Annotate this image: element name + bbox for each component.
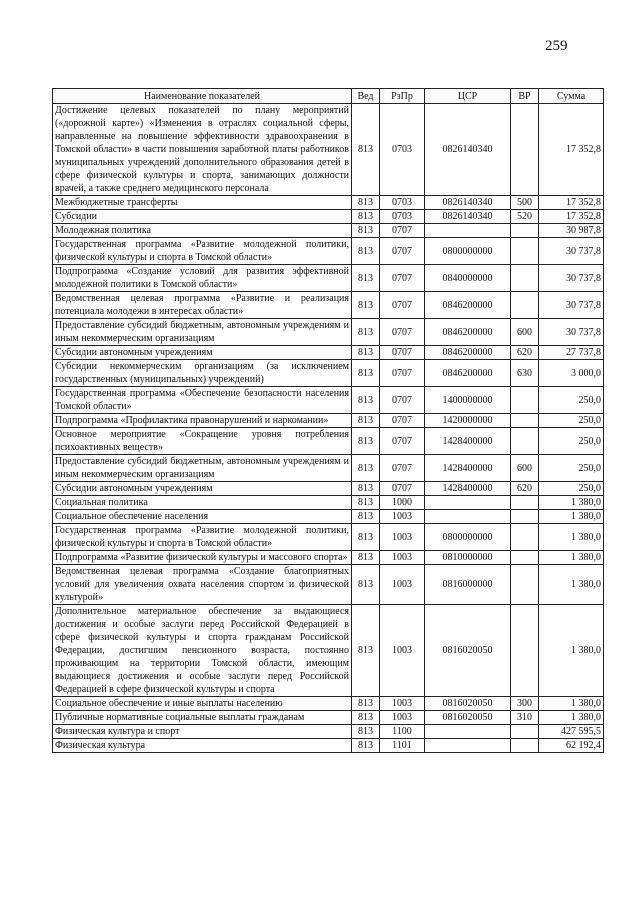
table-row — [53, 360, 604, 387]
row-rzpr-cell: 0707 — [380, 224, 425, 238]
row-ved-cell: 813 — [352, 414, 380, 428]
row-vr-cell — [511, 496, 539, 510]
row-sum-cell: 1 380,0 — [539, 711, 604, 725]
row-csr-cell: 0800000000 — [425, 238, 511, 265]
row-name-cell: Социальная политика — [53, 496, 352, 510]
row-vr-cell: 630 — [511, 360, 539, 387]
table-row — [53, 482, 604, 496]
row-name-cell: Физическая культура и спорт — [53, 725, 352, 739]
row-vr-cell — [511, 605, 539, 697]
table-row — [53, 455, 604, 482]
row-rzpr-cell: 1000 — [380, 496, 425, 510]
row-ved-cell: 813 — [352, 387, 380, 414]
table-row — [53, 605, 604, 697]
row-sum-cell: 250,0 — [539, 387, 604, 414]
row-csr-cell: 0816020050 — [425, 711, 511, 725]
row-csr-cell: 0826140340 — [425, 210, 511, 224]
row-vr-cell: 600 — [511, 319, 539, 346]
row-name-cell: Предоставление субсидий бюджетным, автономным учреждениям и иным некоммерческим организациям — [53, 319, 352, 346]
row-ved-cell: 813 — [352, 196, 380, 210]
budget-table — [52, 88, 604, 753]
row-name-cell: Межбюджетные трансферты — [53, 196, 352, 210]
row-sum-cell: 250,0 — [539, 455, 604, 482]
row-csr-cell: 0816000000 — [425, 565, 511, 605]
table-row — [53, 292, 604, 319]
row-rzpr-cell: 0707 — [380, 346, 425, 360]
row-sum-cell: 30 737,8 — [539, 265, 604, 292]
row-vr-cell: 620 — [511, 346, 539, 360]
row-ved-cell: 813 — [352, 292, 380, 319]
row-ved-cell: 813 — [352, 739, 380, 753]
row-csr-cell: 1400000000 — [425, 387, 511, 414]
table-row — [53, 428, 604, 455]
row-vr-cell — [511, 224, 539, 238]
row-vr-cell — [511, 387, 539, 414]
row-vr-cell: 600 — [511, 455, 539, 482]
row-rzpr-cell: 0707 — [380, 360, 425, 387]
row-rzpr-cell: 0707 — [380, 319, 425, 346]
table-row — [53, 196, 604, 210]
row-sum-cell: 27 737,8 — [539, 346, 604, 360]
row-ved-cell: 813 — [352, 565, 380, 605]
row-sum-cell: 1 380,0 — [539, 565, 604, 605]
table-row — [53, 224, 604, 238]
row-csr-cell — [425, 725, 511, 739]
row-ved-cell: 813 — [352, 224, 380, 238]
table-row — [53, 319, 604, 346]
row-name-cell: Социальное обеспечение и иные выплаты населению — [53, 697, 352, 711]
table-row — [53, 711, 604, 725]
row-rzpr-cell: 0707 — [380, 482, 425, 496]
row-vr-cell — [511, 265, 539, 292]
row-vr-cell: 620 — [511, 482, 539, 496]
row-csr-cell: 0826140340 — [425, 104, 511, 196]
row-csr-cell — [425, 496, 511, 510]
row-name-cell: Подпрограмма «Создание условий для развития эффективной молодежной политики в Томской области» — [53, 265, 352, 292]
row-name-cell: Молодежная политика — [53, 224, 352, 238]
table-header-row — [53, 89, 604, 104]
row-csr-cell: 0840000000 — [425, 265, 511, 292]
row-sum-cell: 17 352,8 — [539, 210, 604, 224]
row-ved-cell: 813 — [352, 360, 380, 387]
row-ved-cell: 813 — [352, 210, 380, 224]
row-sum-cell: 30 737,8 — [539, 319, 604, 346]
table-row — [53, 346, 604, 360]
row-csr-cell: 0846200000 — [425, 319, 511, 346]
row-name-cell: Государственная программа «Развитие молодежной политики, физической культуры и спорта в Томской области» — [53, 524, 352, 551]
row-name-cell: Публичные нормативные социальные выплаты гражданам — [53, 711, 352, 725]
row-ved-cell: 813 — [352, 697, 380, 711]
row-name-cell: Предоставление субсидий бюджетным, автономным учреждениям и иным некоммерческим организациям — [53, 455, 352, 482]
table-row — [53, 265, 604, 292]
row-rzpr-cell: 0703 — [380, 104, 425, 196]
row-csr-cell: 0816020050 — [425, 697, 511, 711]
row-ved-cell: 813 — [352, 346, 380, 360]
table-row — [53, 524, 604, 551]
row-rzpr-cell: 0707 — [380, 292, 425, 319]
row-sum-cell: 30 737,8 — [539, 292, 604, 319]
row-ved-cell: 813 — [352, 711, 380, 725]
row-vr-cell — [511, 510, 539, 524]
row-name-cell: Субсидии — [53, 210, 352, 224]
row-rzpr-cell: 1003 — [380, 697, 425, 711]
row-ved-cell: 813 — [352, 524, 380, 551]
row-csr-cell: 0800000000 — [425, 524, 511, 551]
row-rzpr-cell: 0707 — [380, 387, 425, 414]
row-csr-cell: 1420000000 — [425, 414, 511, 428]
row-vr-cell — [511, 238, 539, 265]
row-rzpr-cell: 1003 — [380, 565, 425, 605]
row-vr-cell — [511, 739, 539, 753]
row-ved-cell: 813 — [352, 104, 380, 196]
row-ved-cell: 813 — [352, 455, 380, 482]
row-ved-cell: 813 — [352, 482, 380, 496]
header-name: Наименование показателей — [53, 89, 352, 104]
row-csr-cell: 1428400000 — [425, 482, 511, 496]
page-number: 259 — [545, 38, 568, 54]
row-csr-cell: 0816020050 — [425, 605, 511, 697]
table-row — [53, 104, 604, 196]
row-name-cell: Государственная программа «Развитие молодежной политики, физической культуры и спорта в Томской области» — [53, 238, 352, 265]
row-ved-cell: 813 — [352, 428, 380, 455]
row-sum-cell: 250,0 — [539, 428, 604, 455]
table-row — [53, 725, 604, 739]
row-rzpr-cell: 0707 — [380, 265, 425, 292]
row-name-cell: Подпрограмма «Развитие физической культуры и массового спорта» — [53, 551, 352, 565]
row-rzpr-cell: 1100 — [380, 725, 425, 739]
table-row — [53, 551, 604, 565]
table-row — [53, 565, 604, 605]
header-sum: Сумма — [539, 89, 604, 104]
row-sum-cell: 30 737,8 — [539, 238, 604, 265]
row-vr-cell — [511, 524, 539, 551]
row-name-cell: Социальное обеспечение населения — [53, 510, 352, 524]
row-sum-cell: 1 380,0 — [539, 524, 604, 551]
row-ved-cell: 813 — [352, 496, 380, 510]
row-vr-cell: 500 — [511, 196, 539, 210]
row-vr-cell — [511, 104, 539, 196]
row-ved-cell: 813 — [352, 319, 380, 346]
row-ved-cell: 813 — [352, 510, 380, 524]
table-row — [53, 496, 604, 510]
header-csr: ЦСР — [425, 89, 511, 104]
row-rzpr-cell: 1003 — [380, 605, 425, 697]
row-sum-cell: 1 380,0 — [539, 605, 604, 697]
row-sum-cell: 427 595,5 — [539, 725, 604, 739]
row-sum-cell: 3 000,0 — [539, 360, 604, 387]
row-rzpr-cell: 1003 — [380, 524, 425, 551]
row-rzpr-cell: 0707 — [380, 428, 425, 455]
row-csr-cell — [425, 510, 511, 524]
row-sum-cell: 1 380,0 — [539, 496, 604, 510]
row-sum-cell: 250,0 — [539, 482, 604, 496]
row-ved-cell: 813 — [352, 265, 380, 292]
row-ved-cell: 813 — [352, 551, 380, 565]
row-name-cell: Субсидии автономным учреждениям — [53, 482, 352, 496]
row-name-cell: Подпрограмма «Профилактика правонарушений и наркомании» — [53, 414, 352, 428]
row-sum-cell: 30 987,8 — [539, 224, 604, 238]
row-sum-cell: 17 352,8 — [539, 196, 604, 210]
table-row — [53, 387, 604, 414]
row-csr-cell: 0846200000 — [425, 292, 511, 319]
row-sum-cell: 250,0 — [539, 414, 604, 428]
row-vr-cell: 300 — [511, 697, 539, 711]
row-name-cell: Основное мероприятие «Сокращение уровня потребления психоактивных веществ» — [53, 428, 352, 455]
row-sum-cell: 1 380,0 — [539, 551, 604, 565]
row-ved-cell: 813 — [352, 238, 380, 265]
row-rzpr-cell: 0707 — [380, 455, 425, 482]
row-name-cell: Субсидии автономным учреждениям — [53, 346, 352, 360]
row-rzpr-cell: 0707 — [380, 238, 425, 265]
row-rzpr-cell: 0703 — [380, 196, 425, 210]
row-csr-cell: 1428400000 — [425, 455, 511, 482]
row-rzpr-cell: 0707 — [380, 414, 425, 428]
row-name-cell: Субсидии некоммерческим организациям (за исключением государственных (муниципальных) учреждений) — [53, 360, 352, 387]
row-vr-cell — [511, 565, 539, 605]
row-sum-cell: 62 192,4 — [539, 739, 604, 753]
row-name-cell: Дополнительное материальное обеспечение за выдающиеся достижения и особые заслуги перед Российской Федерацией в сфере физической культуры и спорта гражданам Российской Федерации, достигшим пенсионного возраста, постоянно проживающим на территории Томской области, имеющим выдающиеся достижения и особые заслуги перед Российской Федерацией в сфере физической культуры и спорта — [53, 605, 352, 697]
row-vr-cell — [511, 428, 539, 455]
table-row — [53, 510, 604, 524]
row-vr-cell: 310 — [511, 711, 539, 725]
table-row — [53, 238, 604, 265]
row-vr-cell — [511, 292, 539, 319]
row-csr-cell: 1428400000 — [425, 428, 511, 455]
table-row — [53, 414, 604, 428]
row-name-cell: Ведомственная целевая программа «Создание благоприятных условий для увеличения охвата населения спортом и физической культурой» — [53, 565, 352, 605]
row-name-cell: Достижение целевых показателей по плану мероприятий («дорожной карте») «Изменения в отраслях социальной сферы, направленные на повышение эффективности здравоохранения в Томской области» в части повышения заработной платы работников муниципальных учреждений дополнительного образования детей в сфере физической культуры и спорта, занимающих должности врачей, а также среднего медицинского персонала — [53, 104, 352, 196]
row-sum-cell: 1 380,0 — [539, 697, 604, 711]
header-ved: Вед — [352, 89, 380, 104]
row-ved-cell: 813 — [352, 605, 380, 697]
row-rzpr-cell: 0703 — [380, 210, 425, 224]
header-vr: ВР — [511, 89, 539, 104]
row-name-cell: Ведомственная целевая программа «Развитие и реализация потенциала молодежи в интересах области» — [53, 292, 352, 319]
row-rzpr-cell: 1003 — [380, 510, 425, 524]
row-csr-cell: 0826140340 — [425, 196, 511, 210]
row-vr-cell: 520 — [511, 210, 539, 224]
row-csr-cell — [425, 224, 511, 238]
table-row — [53, 210, 604, 224]
header-rzpr: РзПр — [380, 89, 425, 104]
row-csr-cell — [425, 739, 511, 753]
row-rzpr-cell: 1003 — [380, 711, 425, 725]
row-sum-cell: 1 380,0 — [539, 510, 604, 524]
row-csr-cell: 0846200000 — [425, 346, 511, 360]
row-vr-cell — [511, 551, 539, 565]
row-vr-cell — [511, 725, 539, 739]
row-name-cell: Физическая культура — [53, 739, 352, 753]
row-rzpr-cell: 1101 — [380, 739, 425, 753]
row-csr-cell: 0846200000 — [425, 360, 511, 387]
row-rzpr-cell: 1003 — [380, 551, 425, 565]
table-row — [53, 697, 604, 711]
row-ved-cell: 813 — [352, 725, 380, 739]
row-vr-cell — [511, 414, 539, 428]
row-sum-cell: 17 352,8 — [539, 104, 604, 196]
row-name-cell: Государственная программа «Обеспечение безопасности населения Томской области» — [53, 387, 352, 414]
table-row — [53, 739, 604, 753]
row-csr-cell: 0810000000 — [425, 551, 511, 565]
